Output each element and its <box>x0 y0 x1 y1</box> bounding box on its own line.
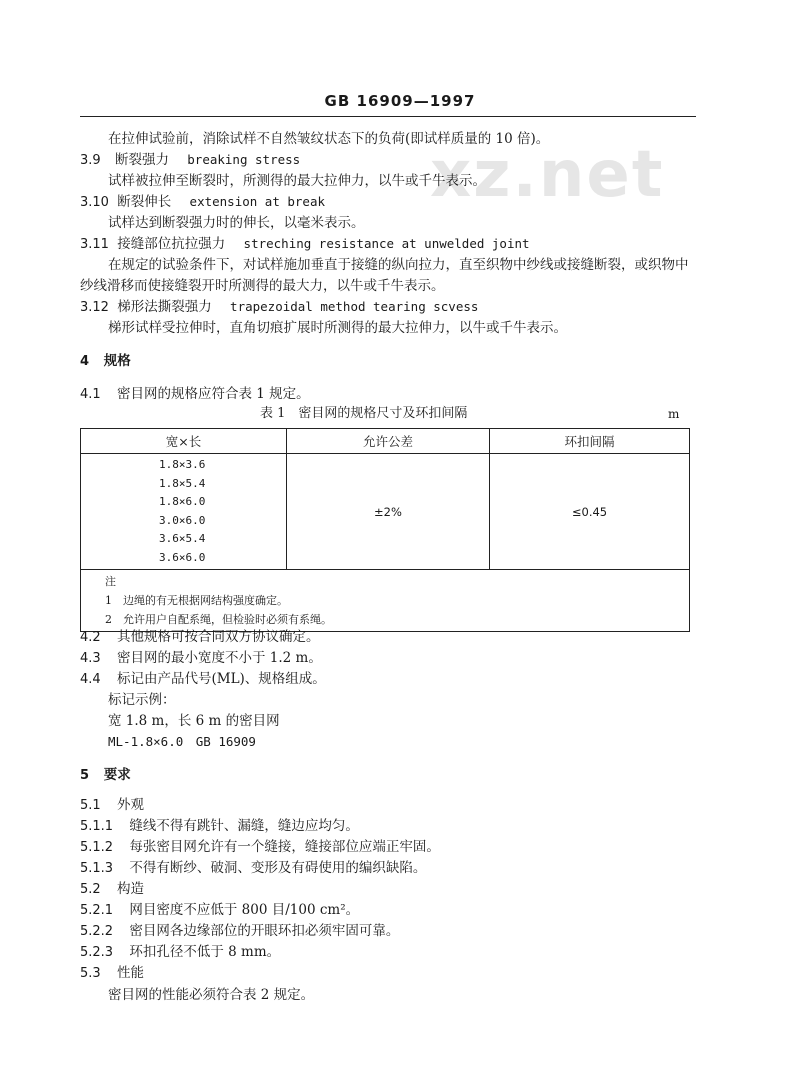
clause-number: 3.12 <box>80 300 109 315</box>
clause-text: 每张密目网允许有一个缝接，缝接部位应端正牢固。 <box>129 839 440 855</box>
table-1-unit: m <box>668 407 680 421</box>
line-3-8-cont: 在拉伸试验前，消除试样不自然皱纹状态下的负荷(即试样质量的 10 倍)。 <box>108 131 550 147</box>
size-item: 3.6×6.0 <box>159 550 206 564</box>
clause-label: 断裂伸长 <box>117 194 172 210</box>
clause-3-11 <box>80 235 530 254</box>
table-1 <box>80 428 690 632</box>
table-notes-row <box>81 570 690 632</box>
clause-3-12 <box>80 298 478 317</box>
clause-5-2-2 <box>80 922 399 941</box>
clause-5-1 <box>80 796 144 815</box>
section-title: 规格 <box>103 353 131 369</box>
header-rule <box>80 116 696 117</box>
clause-english: streching resistance at unwelded joint <box>243 236 530 251</box>
clause-4-3 <box>80 649 322 668</box>
clause-5-1-1 <box>80 817 359 836</box>
clause-number: 3.10 <box>80 195 109 210</box>
page-header: GB 16909—1997 <box>324 92 476 110</box>
table-header-cell: 允许公差 <box>287 429 490 454</box>
clause-number: 5.3 <box>80 966 101 981</box>
table-header-row <box>81 429 690 454</box>
clause-text: 性能 <box>116 965 144 981</box>
clause-number: 5.1.1 <box>80 819 114 834</box>
clause-text: 外观 <box>116 797 144 813</box>
clause-text: 密目网各边缘部位的开眼环扣必须牢固可靠。 <box>129 923 400 939</box>
clause-label: 断裂强力 <box>114 152 169 168</box>
clause-text: 网目密度不应低于 800 目/100 cm²。 <box>129 902 360 918</box>
tolerance-cell: ±2% <box>287 454 490 570</box>
clause-5-2 <box>80 880 144 899</box>
marking-example-desc: 宽 1.8 m，长 6 m 的密目网 <box>108 713 280 729</box>
clause-3-11-text-2: 纱线滑移而使接缝裂开时所测得的最大力，以牛或千牛表示。 <box>80 278 445 294</box>
clause-3-9 <box>80 151 300 170</box>
clause-number: 5.1 <box>80 798 101 813</box>
section-title: 要求 <box>103 767 131 783</box>
clause-number: 4.4 <box>80 672 101 687</box>
table-notes <box>81 570 690 632</box>
size-item: 1.8×3.6 <box>159 458 206 471</box>
section-number: 5 <box>80 768 90 783</box>
interval-cell: ≤0.45 <box>490 454 690 570</box>
clause-label: 接缝部位抗拉强力 <box>117 236 226 252</box>
clause-text: 密目网的最小宽度不小于 1.2 m。 <box>116 650 322 666</box>
clause-text: 其他规格可按合同双方协议确定。 <box>116 629 320 645</box>
table-header-cell: 宽×长 <box>81 429 287 454</box>
clause-text: 密目网的规格应符合表 1 规定。 <box>116 386 310 402</box>
marking-example-label: 标记示例： <box>108 692 176 708</box>
clause-number: 4.2 <box>80 630 101 645</box>
note-item: 2 允许用户自配系绳，但检验时必须有系绳。 <box>105 613 332 626</box>
clause-number: 5.2 <box>80 882 101 897</box>
clause-3-10 <box>80 193 325 212</box>
clause-text: 标记由产品代号(ML)、规格组成。 <box>116 671 326 687</box>
table-row <box>81 454 690 570</box>
clause-5-1-2 <box>80 838 440 857</box>
table-header-cell: 环扣间隔 <box>490 429 690 454</box>
clause-number: 5.2.2 <box>80 924 114 939</box>
clause-number: 5.2.1 <box>80 903 114 918</box>
clause-text: 构造 <box>116 881 144 897</box>
table-1-caption: 表 1 密目网的规格尺寸及环扣间隔 <box>260 406 468 421</box>
clause-number: 5.1.3 <box>80 861 114 876</box>
note-label: 注 <box>105 575 116 588</box>
clause-4-1 <box>80 385 310 404</box>
note-item: 1 边绳的有无根据网结构强度确定。 <box>105 594 288 607</box>
clause-number: 4.1 <box>80 387 101 402</box>
size-list-cell <box>81 454 287 570</box>
size-item: 1.8×6.0 <box>159 495 206 508</box>
clause-3-11-text-1: 在规定的试验条件下，对试样施加垂直于接缝的纵向拉力，直至织物中纱线或接缝断裂，或织物中 <box>108 257 689 273</box>
clause-5-1-3 <box>80 859 426 878</box>
clause-3-10-text: 试样达到断裂强力时的伸长，以毫米表示。 <box>108 215 365 231</box>
size-item: 3.6×5.4 <box>159 532 206 545</box>
clause-number: 5.1.2 <box>80 840 114 855</box>
size-item: 1.8×5.4 <box>159 476 206 490</box>
clause-5-3-text: 密目网的性能必须符合表 2 规定。 <box>108 987 315 1003</box>
section-5-heading <box>80 766 131 785</box>
clause-english: extension at break <box>189 194 326 209</box>
clause-number: 4.3 <box>80 651 101 666</box>
clause-4-4 <box>80 670 326 689</box>
size-item: 3.0×6.0 <box>159 513 206 527</box>
clause-5-2-3 <box>80 943 280 962</box>
section-4-heading <box>80 352 131 371</box>
clause-number: 5.2.3 <box>80 945 114 960</box>
marking-example-code: ML-1.8×6.0 GB 16909 <box>108 734 256 749</box>
clause-3-9-text: 试样被拉伸至断裂时，所测得的最大拉伸力，以牛或千牛表示。 <box>108 173 486 189</box>
clause-number: 3.11 <box>80 237 109 252</box>
clause-5-2-1 <box>80 901 359 920</box>
section-number: 4 <box>80 354 90 369</box>
clause-text: 环扣孔径不低于 8 mm。 <box>129 944 281 960</box>
clause-5-3 <box>80 964 144 983</box>
clause-text: 缝线不得有跳针、漏缝，缝边应均匀。 <box>129 818 359 834</box>
clause-english: breaking stress <box>187 152 301 167</box>
clause-text: 不得有断纱、破洞、变形及有碍使用的编织缺陷。 <box>129 860 427 876</box>
clause-3-12-text: 梯形试样受拉伸时，直角切痕扩展时所测得的最大拉伸力，以牛或千牛表示。 <box>108 320 567 336</box>
watermark: xz.net <box>430 138 665 212</box>
clause-number: 3.9 <box>80 153 101 168</box>
clause-label: 梯形法撕裂强力 <box>117 299 212 315</box>
clause-4-2 <box>80 628 319 647</box>
clause-english: trapezoidal method tearing scvess <box>230 299 479 314</box>
